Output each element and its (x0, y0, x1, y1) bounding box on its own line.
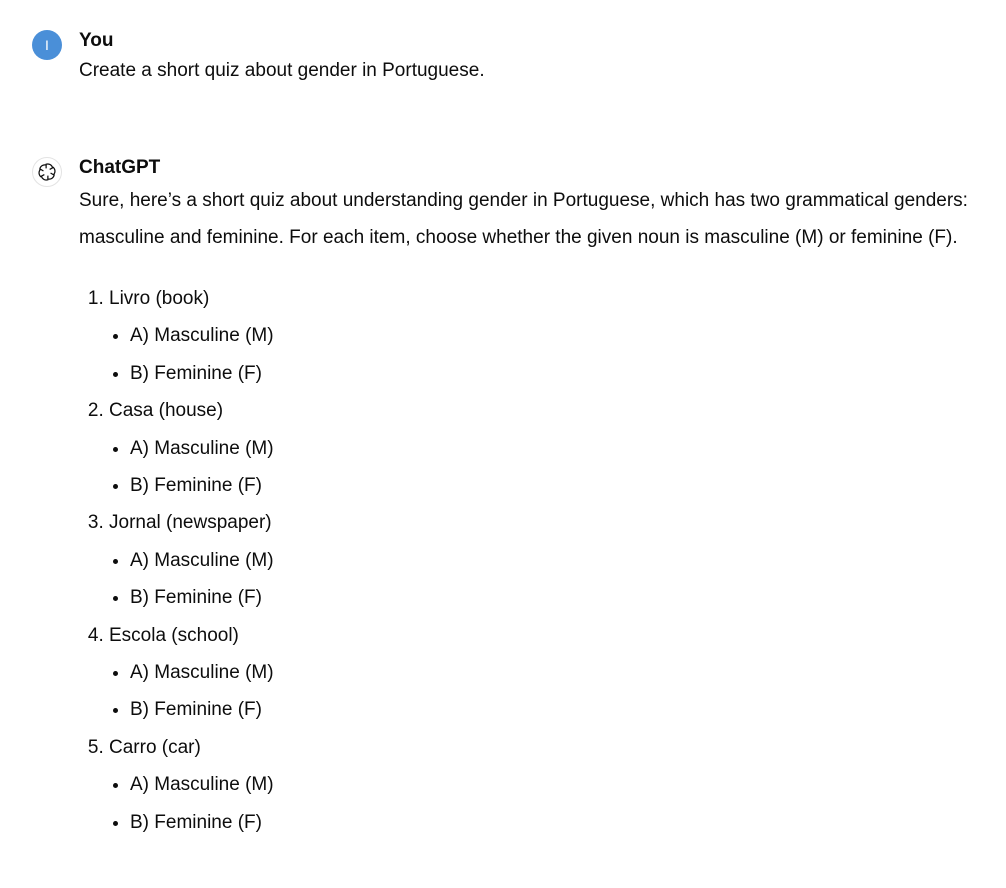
quiz-question-list (79, 280, 996, 841)
quiz-option-list (109, 430, 996, 505)
quiz-option: • A) Masculine (M) (130, 542, 996, 579)
assistant-intro-text: Sure, here’s a short quiz about understanding gender in Portuguese, which has two grammatical genders: masculine and feminine. For each item, choose whether the given noun is masculine (M) or feminine (F). (79, 190, 968, 248)
quiz-question-label: Carro (car) (109, 736, 201, 758)
quiz-option: • A) Masculine (M) (130, 766, 996, 803)
user-avatar-letter: I (45, 37, 49, 53)
user-message-text: Create a short quiz about gender in Portuguese. (79, 60, 485, 81)
quiz-question (109, 392, 996, 504)
assistant-message-content (79, 155, 996, 841)
quiz-option: • A) Masculine (M) (130, 317, 996, 354)
quiz-question (109, 729, 996, 841)
quiz-option: • A) Masculine (M) (130, 654, 996, 691)
user-message-content (79, 28, 996, 85)
quiz-option-list (109, 654, 996, 729)
quiz-option-list (109, 542, 996, 617)
quiz-question-label: Livro (book) (109, 288, 210, 309)
quiz-option: • B) Feminine (F) (130, 804, 996, 841)
assistant-author-name: ChatGPT (79, 157, 161, 178)
quiz-question-label: Casa (house) (109, 400, 224, 422)
quiz-question-label: Jornal (newspaper) (109, 512, 272, 534)
quiz-option: • A) Masculine (M) (130, 430, 996, 467)
quiz-option: • B) Feminine (F) (130, 355, 996, 392)
openai-logo-icon (36, 161, 58, 183)
quiz-option-list (109, 766, 996, 841)
quiz-question (109, 617, 996, 729)
user-avatar (32, 30, 62, 60)
quiz-option-list (109, 317, 996, 392)
quiz-option: • B) Feminine (F) (130, 579, 996, 616)
assistant-avatar (32, 157, 62, 187)
user-author-name: You (79, 30, 114, 51)
quiz-option: • B) Feminine (F) (130, 691, 996, 728)
quiz-option: • B) Feminine (F) (130, 467, 996, 504)
quiz-question-label: Escola (school) (109, 624, 239, 646)
quiz-question (109, 280, 996, 392)
quiz-question (109, 504, 996, 616)
